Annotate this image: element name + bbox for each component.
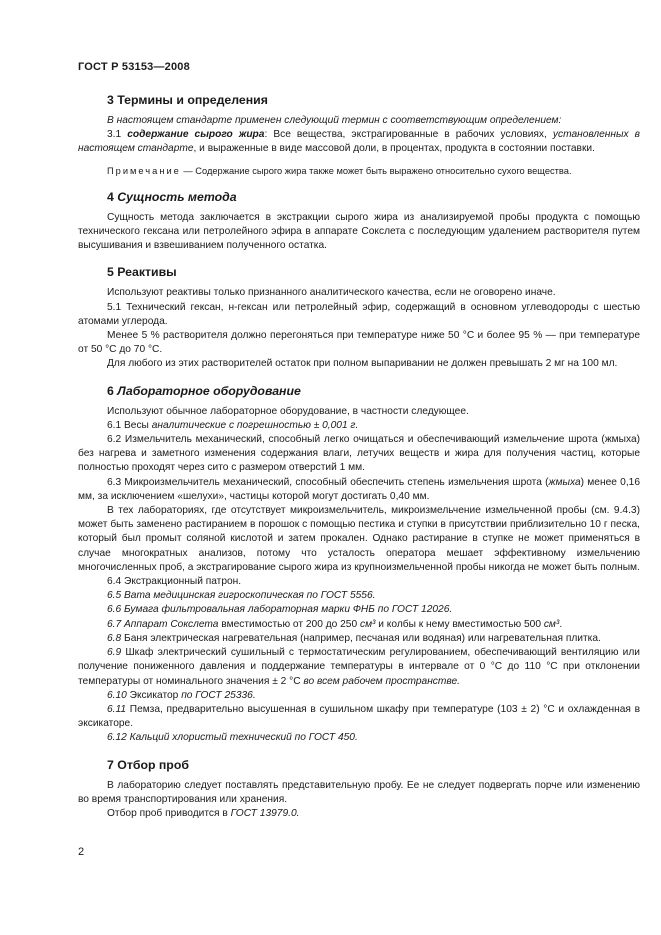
page-number: 2 — [78, 846, 85, 858]
paragraph: В лабораторию следует поставлять представительную пробу. Ее не следует подвергать порче или изменению во время транспортирования или хранения. — [78, 779, 640, 805]
list-item-6-10 — [78, 689, 640, 703]
paragraph: 5.1 Технический гексан, н-гексан или петролейный эфир, содержащий в основном углеводороды с шестью атомами углерода. — [78, 301, 640, 327]
list-item-6-8 — [78, 632, 640, 646]
item-text: Эксикатор — [126, 689, 182, 701]
section-title-sampling: 7 Отбор проб — [107, 757, 189, 772]
item-text-italic: во всем рабочем пространстве. — [303, 675, 460, 687]
list-item-6-12: 6.12 Кальций хлористый технический по ГОСТ 450. — [107, 732, 358, 744]
item-number: 6.10 — [107, 689, 127, 701]
document-header: ГОСТ Р 53153—2008 — [78, 61, 190, 73]
list-item-6-6: 6.6 Бумага фильтровальная лабораторная марки ФНБ по ГОСТ 12026. — [107, 604, 453, 616]
item-text: Отбор проб приводится в — [107, 807, 231, 819]
item-text: Шкаф электрический сушильный с термостатическим регулированием, обеспечивающий вентиляцию или получение пониженного давления и поддержание температуры в интервале от 0 °С до 110 °С при отклонении температуры от номинального значения ± 2 °С — [78, 647, 640, 687]
item-text: вместимостью от 200 до 250 — [218, 618, 360, 630]
paragraph-term-3-1 — [78, 128, 640, 156]
term-definition: : Все вещества, экстрагированные в рабочих условиях, — [264, 129, 553, 141]
term-definition-end: , и выраженные в виде массовой доли, в процентах, продукта в состоянии поставки. — [193, 143, 595, 155]
section-reagents — [78, 264, 640, 371]
note — [78, 164, 640, 178]
unit-italic: см³ — [543, 618, 560, 630]
term-definition-italic: установленных в настоящем стандарте — [78, 129, 640, 155]
item-text: Баня электрическая нагревательная (например, песчаная или водяная) или нагревательная плитка. — [121, 632, 601, 644]
section-title-principle — [78, 189, 640, 205]
paragraph: В настоящем стандарте применен следующий термин с соответствующим определением: — [107, 115, 562, 126]
list-item-6-9 — [78, 646, 640, 689]
term-number: 3.1 — [107, 129, 128, 141]
section-principle — [78, 189, 640, 254]
section-title-terms: 3 Термины и определения — [107, 93, 268, 107]
item-text-italic: 6.7 Аппарат Сокслета — [107, 618, 219, 630]
item-text: ) менее 0,16 мм, за исключением «шелухи», частицы которой могут достигать 0,40 мм. — [78, 476, 640, 502]
note-text: — Содержание сырого жира также может быть выражено относительно сухого вещества. — [180, 165, 572, 176]
list-item-6-1 — [78, 419, 640, 433]
list-item-6-5: 6.5 Вата медицинская гигроскопическая по ГОСТ 5556. — [107, 590, 376, 602]
list-item-6-11 — [78, 703, 640, 731]
section-title-reagents: 5 Реактивы — [107, 265, 177, 280]
note-label: Примечание — [107, 165, 181, 176]
paragraph: Сущность метода заключается в экстракции сырого жира из анализируемой пробы продукта с помощью технического гексана или петролейного эфира в аппарате Сокслета с последующим удалением растворителя путем высушивания и взвешиванием полученного остатка. — [78, 211, 640, 252]
item-text: и колбы к нему вместимостью 500 — [375, 618, 544, 630]
paragraph: В тех лабораториях, где отсутствует микроизмельчитель, микроизмельчение измельченной пробы (см. 9.4.3) может быть заменено растиранием в порошок с помощью пестика и ступки в присутствии приблизительно 10 г песка, который был промыт соляной кислотой и затем прокален. Однако растирание в ступке не может применяться в случае многократных анализов, потому что усталость оператора мешает эффективному измельчению многочисленных проб, а экстрагирование сырого жира из крупноизмельченной пробы никогда не может быть полным. — [78, 505, 640, 573]
item-text: Пемза, предварительно высушенная в сушильном шкафу при температуре (103 ± 2) °С и охлажденная в эксикаторе. — [78, 703, 640, 730]
section-number: 6 — [107, 383, 118, 398]
item-text-italic: аналитические с погрешностью ± 0,001 г. — [151, 419, 359, 431]
term-name: содержание сырого жира — [127, 129, 265, 141]
item-text: 6.1 Весы — [107, 419, 152, 431]
paragraph: Менее 5 % растворителя должно перегоняться при температуре ниже 50 °С и более 95 % — при температуре от 50 °С до 70 °С. — [78, 330, 640, 356]
section-terms — [78, 92, 640, 178]
item-number: 6.11 — [107, 703, 127, 715]
item-number: 6.9 — [107, 647, 122, 659]
item-text: 6.3 Микроизмельчитель механический, способный обеспечить степень измельчения шрота ( — [107, 476, 549, 488]
list-item-6-3 — [78, 476, 640, 504]
section-sampling — [78, 757, 640, 822]
item-text: . — [559, 618, 563, 630]
item-number: 6.8 — [107, 632, 122, 644]
list-item-6-4: 6.4 Экстракционный патрон. — [107, 576, 242, 588]
section-name: Лабораторное оборудование — [117, 383, 301, 398]
section-equipment — [78, 383, 640, 746]
list-item-6-2: 6.2 Измельчитель механический, способный легко очищаться и обеспечивающий измельчение шрота (жмыха) без нагрева и заметного изменения содержания влаги, летучих веществ и жира для получения частиц, которые полностью проходят через сито с размером отверстий 1 мм. — [78, 434, 640, 474]
paragraph — [78, 807, 640, 821]
document-body — [78, 92, 640, 832]
item-text-italic: по ГОСТ 25336. — [181, 689, 256, 701]
paragraph: Используют обычное лабораторное оборудование, в частности следующее. — [107, 405, 469, 417]
unit-italic: см³ — [359, 618, 376, 630]
list-item-6-7 — [78, 618, 640, 632]
section-title-equipment — [78, 383, 640, 399]
section-name: Сущность метода — [117, 189, 237, 204]
paragraph: Используют реактивы только признанного аналитического качества, если не оговорено иначе. — [107, 287, 556, 299]
paragraph: Для любого из этих растворителей остаток при полном выпаривании не должен превышать 2 мг на 100 мл. — [107, 358, 618, 370]
section-number: 4 — [107, 189, 118, 204]
item-text-italic: ГОСТ 13979.0. — [230, 807, 300, 819]
item-text-italic: жмыха — [548, 476, 581, 488]
